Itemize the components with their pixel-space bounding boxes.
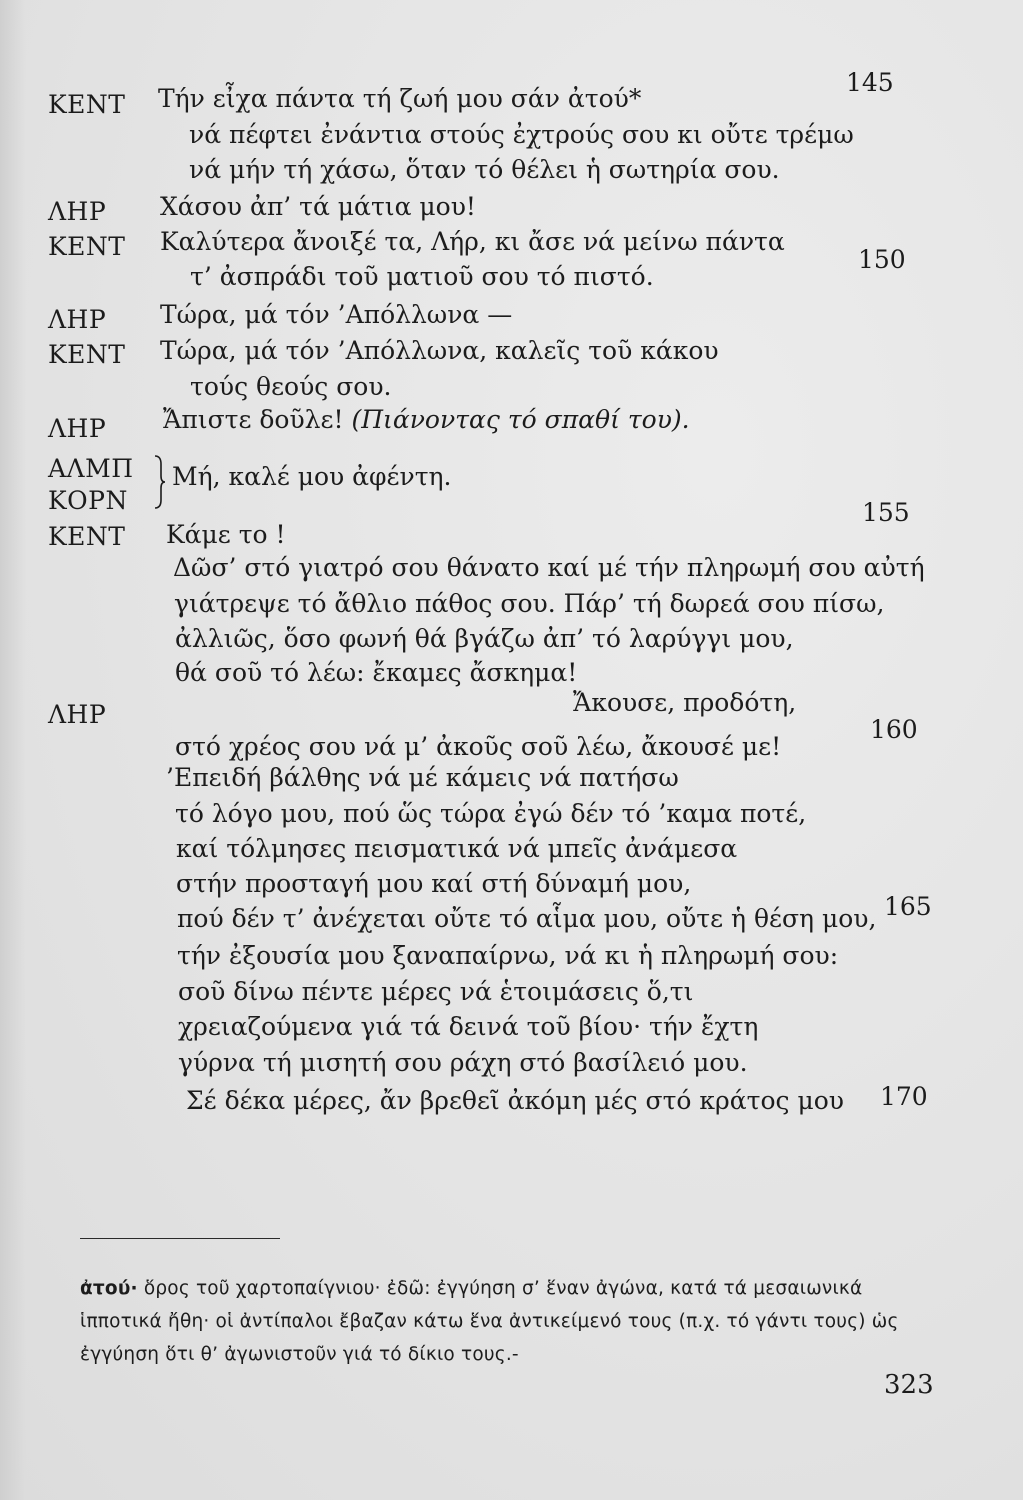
verse-line: τ’ ἀσπράδι τοῦ ματιοῦ σου τό πιστό. [190,262,654,291]
line-number: 165 [884,892,932,921]
verse-line: Τώρα, μά τόν ’Απόλλωνα, καλεῖς τοῦ κάκου [160,336,719,365]
verse-line: στό χρέος σου νά μ’ ἀκοῦς σοῦ λέω, ἄκουσέ με! [175,732,782,761]
verse-line: γιάτρεψε τό ἄθλιο πάθος σου. Πάρ’ τή δωρεά σου πίσω, [174,589,885,618]
footnote-line: ἐγγύηση ὅτι θ’ ἀγωνιστοῦν γιά τό δίκιο τους.- [80,1344,519,1365]
verse-line: Τήν εἶχα πάντα τή ζωή μου σάν ἀτού* [158,84,642,113]
verse-line: ’Επειδή βάλθης νά μέ κάμεις νά πατήσω [166,763,679,792]
verse-line: τήν ἐξουσία μου ξαναπαίρνω, νά κι ἡ πληρωμή σου: [177,941,839,970]
stage-direction: (Πιάνοντας τό σπαθί του). [351,405,690,434]
line-number: 155 [862,498,910,527]
page-gutter-shadow [0,0,26,1500]
verse-line: Χάσου ἀπ’ τά μάτια μου! [160,192,476,221]
footnote-rule [80,1238,280,1239]
verse-line: Ἄκουσε, προδότη, [573,688,797,717]
verse-line: σοῦ δίνω πέντε μέρες νά ἑτοιμάσεις ὅ,τι [178,977,694,1006]
line-number: 145 [846,68,894,97]
verse-line: τό λόγο μου, πού ὥς τώρα ἐγώ δέν τό ’καμα ποτέ, [175,799,807,828]
speaker-korn: ΚΟΡΝ [48,486,128,515]
verse-line: στήν προσταγή μου καί στή δύναμή μου, [176,869,692,898]
verse-line: γύρνα τή μισητή σου ράχη στό βασίλειό μου. [178,1048,748,1077]
verse-text: Ἄπιστε δοῦλε! [163,405,344,434]
footnote-text: ὅρος τοῦ χαρτοπαίγνιου· ἐδῶ: ἐγγύηση σ’ ἕναν ἀγώνα, κατά τά μεσαιωνικά [143,1278,863,1299]
speaker-kent: ΚΕΝΤ [48,232,126,261]
speaker-brace [152,454,166,510]
verse-line: τούς θεούς σου. [190,372,392,401]
verse-line: Μή, καλέ μου ἀφέντη. [172,462,452,491]
speaker-kent: ΚΕΝΤ [48,522,126,551]
line-number: 160 [870,715,918,744]
verse-line: χρειαζούμενα γιά τά δεινά τοῦ βίου· τήν ἔχτη [178,1012,759,1041]
footnote-term: ἀτού· [80,1278,138,1299]
verse-line: καί τόλμησες πεισματικά νά μπεῖς ἀνάμεσα [176,834,738,863]
line-number: 150 [858,245,906,274]
speaker-lir: ΛΗΡ [48,700,107,729]
verse-line: Καλύτερα ἄνοιξέ τα, Λήρ, κι ἄσε νά μείνω πάντα [160,227,785,256]
verse-line: Κάμε το ! [166,520,286,549]
speaker-lir: ΛΗΡ [48,414,107,443]
verse-line: Δῶσ’ στό γιατρό σου θάνατο καί μέ τήν πληρωμή σου αὐτή [173,553,925,582]
verse-line: Σέ δέκα μέρες, ἄν βρεθεῖ ἀκόμη μές στό κράτος μου [186,1086,844,1115]
speaker-lir: ΛΗΡ [48,305,107,334]
speaker-kent: ΚΕΝΤ [48,340,126,369]
speaker-lir: ΛΗΡ [48,197,107,226]
speaker-almp: ΑΛΜΠ [48,454,134,483]
speaker-kent: ΚΕΝΤ [48,90,126,119]
verse-line: θά σοῦ τό λέω: ἔκαμες ἄσκημα! [175,658,578,687]
verse-line: πού δέν τ’ ἀνέχεται οὔτε τό αἷμα μου, οὔτε ἡ θέση μου, [177,904,877,933]
page-number: 323 [884,1370,934,1400]
verse-line: νά μήν τή χάσω, ὅταν τό θέλει ἡ σωτηρία σου. [189,155,780,184]
verse-line: νά πέφτει ἐνάντια στούς ἐχτρούς σου κι οὔτε τρέμω [189,120,854,149]
footnote-line: ἱπποτικά ἤθη· οἱ ἀντίπαλοι ἔβαζαν κάτω ἕνα ἀντικείμενό τους (π.χ. τό γάντι τους) ὡς [80,1311,899,1332]
verse-line: Τώρα, μά τόν ’Απόλλωνα — [160,300,513,329]
verse-line [163,405,690,434]
footnote-line [80,1278,862,1299]
verse-line: ἀλλιῶς, ὅσο φωνή θά βγάζω ἀπ’ τό λαρύγγι μου, [175,624,794,653]
line-number: 170 [880,1082,928,1111]
